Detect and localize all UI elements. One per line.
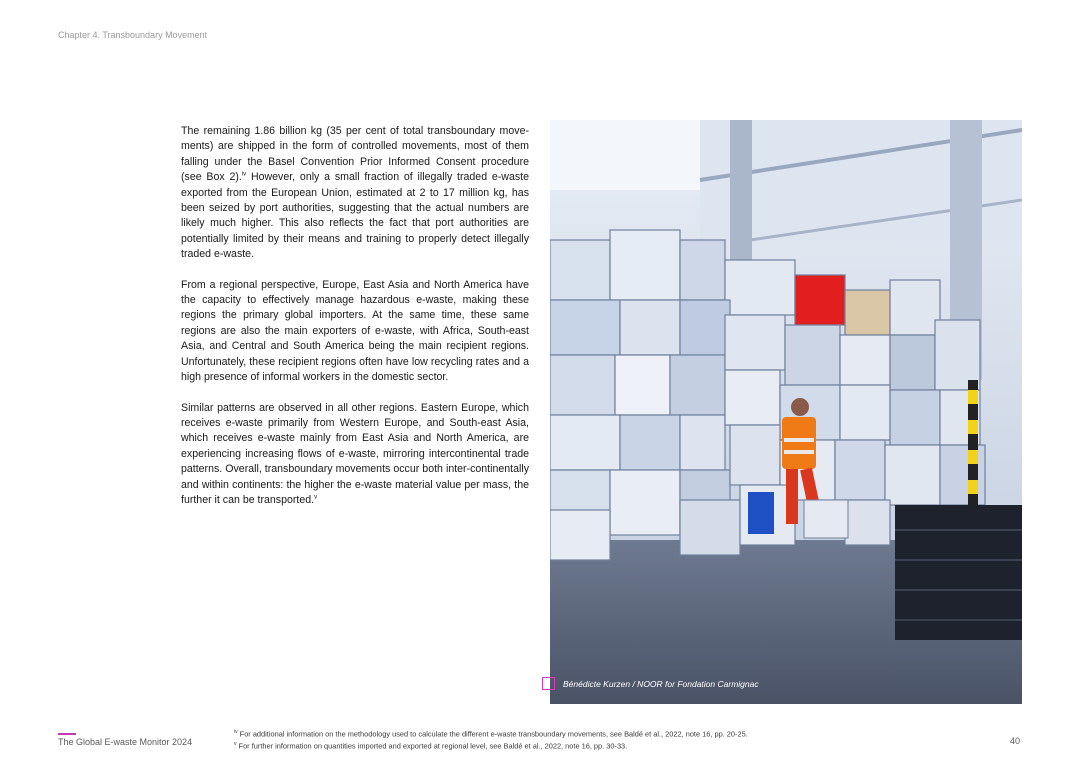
footnote-v-marker: v	[234, 741, 237, 748]
paragraph-3	[181, 401, 529, 509]
caption-marker-icon	[542, 677, 555, 690]
footnote-ref-v[interactable]: v	[314, 494, 318, 501]
footnote-iv-text: For additional information on the methodology used to calculate the different e-waste transboundary movements, see Baldé et al., 2022, note 16, pp. 20-25.	[237, 729, 748, 739]
footnote-iv	[234, 727, 934, 739]
footnote-ref-iv[interactable]: iv	[241, 171, 247, 178]
page-number: 40	[1010, 736, 1021, 746]
warehouse-photo-illustration	[550, 120, 1022, 704]
paragraph-3-text: Similar patterns are observed in all other regions. Eastern Europe, which receives e-waste primarily from Western Europe, and South-east Asia, which receives e-waste mainly from East Asia and North America, are experiencing increasing flows of e-waste, mirroring intercontinental trade patterns. Overall, transboundary movements occur both inter-continentally and within continents: the higher the e-waste material value per mass, the further it can be transported.	[181, 401, 529, 506]
report-footer	[58, 733, 192, 747]
paragraph-1-text-b: However, only a small fraction of illegally traded e-waste exported from the European Union, estimated at 2 to 17 million kg, has been seized by port authorities, suggesting that the actual numbers are likely much higher. This also reflects the fact that port authorities are potentially limited by their means and training to properly detect illegally traded e-waste.	[181, 171, 529, 261]
footnotes	[234, 727, 934, 752]
footnote-v	[234, 739, 934, 751]
body-text	[181, 124, 529, 523]
caption-text: Bénédicte Kurzen / NOOR for Fondation Carmignac	[563, 678, 759, 689]
paragraph-1	[181, 124, 529, 263]
report-title: The Global E-waste Monitor 2024	[58, 737, 193, 747]
photo-caption	[542, 677, 759, 690]
footnote-iv-marker: iv	[234, 729, 238, 735]
accent-bar	[58, 733, 76, 735]
paragraph-2: From a regional perspective, Europe, East Asia and North America have the capacity to effectively manage hazardous e-waste, making these regions the primary global importers. At the same time, these same regions are also the main exporters of e-waste, with Africa, South-east Asia, and Central and South America being the main recipient regions. Unfortunately, these recipient regions often have low recycling rates and a high presence of informal workers in the domestic sector.	[181, 278, 529, 384]
paragraph-1-text-a: The remaining 1.86 billion kg (35 per cent of total transboundary move-ments) are shipped in the form of controlled movements, most of them falling under the Basel Convention Prior Informed Consent procedure (see Box 2).	[181, 125, 529, 184]
warehouse-photo	[550, 120, 1022, 704]
footnote-v-text: For further information on quantities imported and exported at regional level, see Baldé et al., 2022, note 16, pp. 30-33.	[236, 741, 628, 751]
chapter-header: Chapter 4. Transboundary Movement	[58, 30, 208, 40]
